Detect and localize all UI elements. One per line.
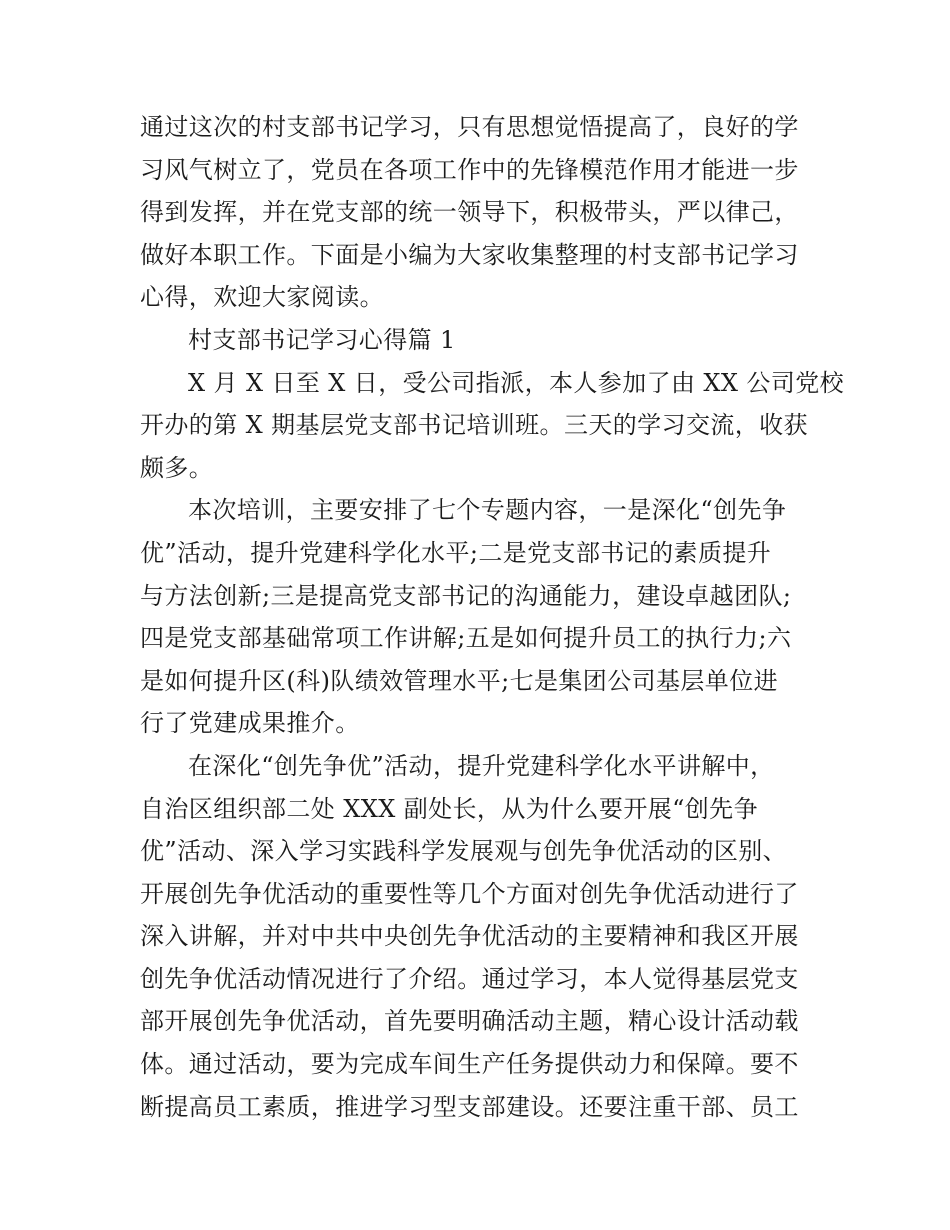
text-line: 颇多。 — [140, 453, 214, 482]
text-line: 通过这次的村支部书记学习，只有思想觉悟提高了，良好的学 — [140, 113, 799, 141]
text-line: 开展创先争优活动的重要性等几个方面对创先争优活动进行了 — [140, 879, 799, 908]
text-line: 得到发挥，并在党支部的统一领导下，积极带头，严以律己， — [140, 198, 799, 227]
text-line: 优”活动、深入学习实践科学发展观与创先争优活动的区别、 — [140, 837, 788, 866]
text-line: 心得，欢迎大家阅读。 — [140, 283, 384, 312]
document-body — [140, 106, 845, 1128]
paragraph-training-intro — [140, 362, 845, 490]
text-line: 四是党支部基础常项工作讲解;五是如何提升员工的执行力;六 — [140, 624, 792, 653]
text-line: 与方法创新;三是提高党支部书记的沟通能力，建设卓越团队; — [140, 581, 792, 610]
text-line: X 月 X 日至 X 日，受公司指派，本人参加了由 XX 公司党校 — [188, 368, 845, 397]
text-line: 优”活动，提升党建科学化水平;二是党支部书记的素质提升 — [140, 538, 772, 567]
text-line: 村支部书记学习心得篇 1 — [188, 325, 456, 354]
text-line: 创先争优活动情况进行了介绍。通过学习，本人觉得基层党支 — [140, 964, 799, 993]
paragraph-topics — [140, 489, 812, 745]
paragraph-intro — [140, 106, 812, 319]
text-line: 本次培训，主要安排了七个专题内容，一是深化“创先争 — [188, 496, 787, 525]
text-line: 习风气树立了，党员在各项工作中的先锋模范作用才能进一步 — [140, 155, 799, 184]
text-line: 断提高员工素质，推进学习型支部建设。还要注重干部、员工 — [140, 1092, 799, 1121]
text-line: 自治区组织部二处 XXX 副处长，从为什么要开展“创先争 — [140, 794, 758, 823]
section-heading — [140, 319, 812, 362]
text-line: 开办的第 X 期基层党支部书记培训班。三天的学习交流，收获 — [140, 411, 808, 440]
paragraph-lecture — [140, 745, 812, 1128]
text-line: 在深化“创先争优”活动，提升党建科学化水平讲解中， — [188, 751, 775, 780]
text-line: 深入讲解，并对中共中央创先争优活动的主要精神和我区开展 — [140, 922, 799, 951]
text-line: 做好本职工作。下面是小编为大家收集整理的村支部书记学习 — [140, 240, 799, 269]
text-line: 体。通过活动，要为完成车间生产任务提供动力和保障。要不 — [140, 1050, 799, 1079]
text-line: 行了党建成果推介。 — [140, 709, 360, 738]
text-line: 是如何提升区(科)队绩效管理水平;七是集团公司基层单位进 — [140, 666, 779, 695]
text-line: 部开展创先争优活动，首先要明确活动主题，精心设计活动载 — [140, 1007, 799, 1036]
